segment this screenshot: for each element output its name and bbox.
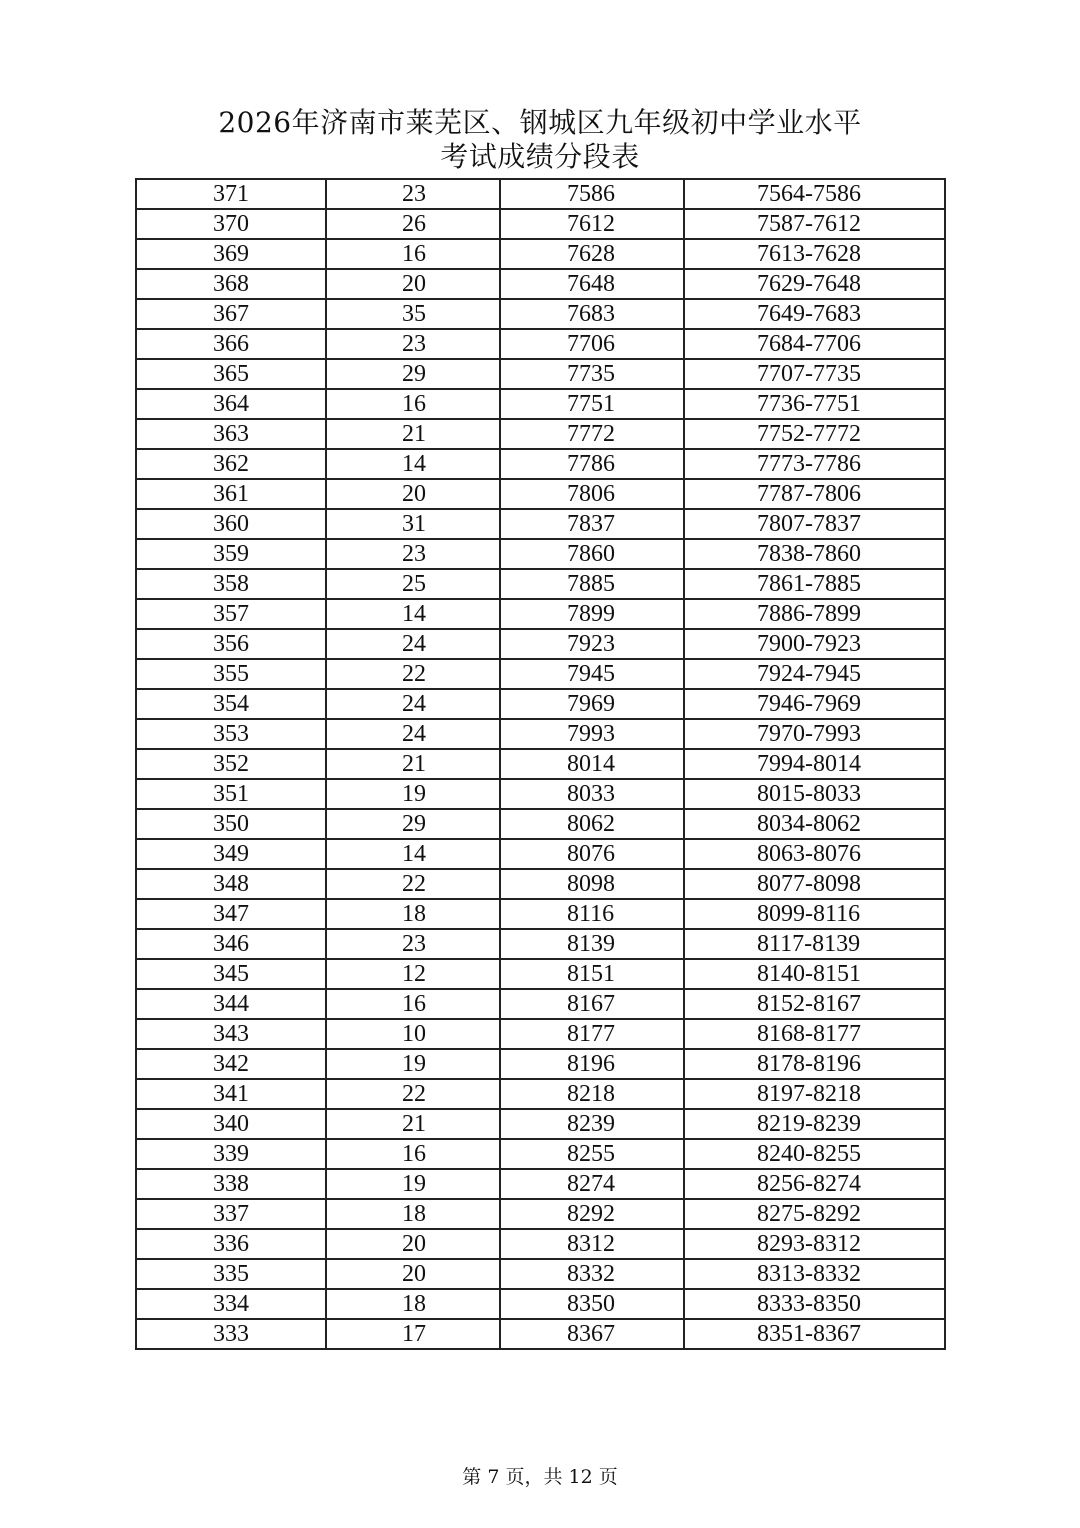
rank-range-cell: 7649-7683 bbox=[684, 299, 945, 329]
score-cell: 350 bbox=[136, 809, 326, 839]
cumulative-cell: 8177 bbox=[500, 1019, 684, 1049]
score-cell: 342 bbox=[136, 1049, 326, 1079]
rank-range-cell: 8333-8350 bbox=[684, 1289, 945, 1319]
rank-range-cell: 7970-7993 bbox=[684, 719, 945, 749]
score-cell: 340 bbox=[136, 1109, 326, 1139]
cumulative-cell: 7860 bbox=[500, 539, 684, 569]
cumulative-cell: 8367 bbox=[500, 1319, 684, 1349]
cumulative-cell: 7806 bbox=[500, 479, 684, 509]
cumulative-cell: 8151 bbox=[500, 959, 684, 989]
score-cell: 365 bbox=[136, 359, 326, 389]
cumulative-cell: 8167 bbox=[500, 989, 684, 1019]
count-cell: 18 bbox=[326, 1289, 500, 1319]
count-cell: 18 bbox=[326, 1199, 500, 1229]
cumulative-cell: 7751 bbox=[500, 389, 684, 419]
table-row bbox=[136, 1019, 945, 1049]
count-cell: 25 bbox=[326, 569, 500, 599]
rank-range-cell: 8099-8116 bbox=[684, 899, 945, 929]
cumulative-cell: 8312 bbox=[500, 1229, 684, 1259]
rank-range-cell: 8351-8367 bbox=[684, 1319, 945, 1349]
count-cell: 17 bbox=[326, 1319, 500, 1349]
rank-range-cell: 7707-7735 bbox=[684, 359, 945, 389]
rank-range-cell: 8275-8292 bbox=[684, 1199, 945, 1229]
rank-range-cell: 7787-7806 bbox=[684, 479, 945, 509]
rank-range-cell: 8313-8332 bbox=[684, 1259, 945, 1289]
cumulative-cell: 8062 bbox=[500, 809, 684, 839]
count-cell: 31 bbox=[326, 509, 500, 539]
count-cell: 29 bbox=[326, 809, 500, 839]
cumulative-cell: 7628 bbox=[500, 239, 684, 269]
count-cell: 10 bbox=[326, 1019, 500, 1049]
cumulative-cell: 8014 bbox=[500, 749, 684, 779]
count-cell: 21 bbox=[326, 1109, 500, 1139]
count-cell: 20 bbox=[326, 479, 500, 509]
table-row bbox=[136, 179, 945, 209]
page-title-line-1: 2026年济南市莱芜区、钢城区九年级初中学业水平 bbox=[218, 106, 862, 139]
cumulative-cell: 7837 bbox=[500, 509, 684, 539]
table-row bbox=[136, 1079, 945, 1109]
cumulative-cell: 8033 bbox=[500, 779, 684, 809]
rank-range-cell: 8293-8312 bbox=[684, 1229, 945, 1259]
score-cell: 358 bbox=[136, 569, 326, 599]
table-row bbox=[136, 419, 945, 449]
score-cell: 333 bbox=[136, 1319, 326, 1349]
cumulative-cell: 7969 bbox=[500, 689, 684, 719]
table-row bbox=[136, 1169, 945, 1199]
cumulative-cell: 7612 bbox=[500, 209, 684, 239]
cumulative-cell: 8098 bbox=[500, 869, 684, 899]
score-cell: 371 bbox=[136, 179, 326, 209]
table-row bbox=[136, 1259, 945, 1289]
count-cell: 12 bbox=[326, 959, 500, 989]
cumulative-cell: 7706 bbox=[500, 329, 684, 359]
cumulative-cell: 8350 bbox=[500, 1289, 684, 1319]
rank-range-cell: 8197-8218 bbox=[684, 1079, 945, 1109]
rank-range-cell: 7994-8014 bbox=[684, 749, 945, 779]
count-cell: 22 bbox=[326, 1079, 500, 1109]
rank-range-cell: 8178-8196 bbox=[684, 1049, 945, 1079]
score-cell: 355 bbox=[136, 659, 326, 689]
count-cell: 29 bbox=[326, 359, 500, 389]
table-row bbox=[136, 1199, 945, 1229]
count-cell: 16 bbox=[326, 989, 500, 1019]
cumulative-cell: 7899 bbox=[500, 599, 684, 629]
rank-range-cell: 7946-7969 bbox=[684, 689, 945, 719]
score-cell: 364 bbox=[136, 389, 326, 419]
score-cell: 334 bbox=[136, 1289, 326, 1319]
count-cell: 20 bbox=[326, 1229, 500, 1259]
score-cell: 354 bbox=[136, 689, 326, 719]
score-cell: 341 bbox=[136, 1079, 326, 1109]
score-cell: 353 bbox=[136, 719, 326, 749]
cumulative-cell: 7945 bbox=[500, 659, 684, 689]
rank-range-cell: 7736-7751 bbox=[684, 389, 945, 419]
score-cell: 348 bbox=[136, 869, 326, 899]
score-cell: 346 bbox=[136, 929, 326, 959]
count-cell: 24 bbox=[326, 629, 500, 659]
score-cell: 370 bbox=[136, 209, 326, 239]
cumulative-cell: 8332 bbox=[500, 1259, 684, 1289]
count-cell: 20 bbox=[326, 269, 500, 299]
score-cell: 361 bbox=[136, 479, 326, 509]
score-cell: 352 bbox=[136, 749, 326, 779]
score-cell: 339 bbox=[136, 1139, 326, 1169]
score-cell: 345 bbox=[136, 959, 326, 989]
rank-range-cell: 8034-8062 bbox=[684, 809, 945, 839]
cumulative-cell: 8292 bbox=[500, 1199, 684, 1229]
table-row bbox=[136, 1109, 945, 1139]
table-row bbox=[136, 1289, 945, 1319]
table-row bbox=[136, 299, 945, 329]
rank-range-cell: 7838-7860 bbox=[684, 539, 945, 569]
count-cell: 21 bbox=[326, 419, 500, 449]
table-row bbox=[136, 959, 945, 989]
table-row bbox=[136, 1139, 945, 1169]
table-row bbox=[136, 539, 945, 569]
score-cell: 349 bbox=[136, 839, 326, 869]
count-cell: 19 bbox=[326, 1049, 500, 1079]
cumulative-cell: 7993 bbox=[500, 719, 684, 749]
rank-range-cell: 7629-7648 bbox=[684, 269, 945, 299]
table-row bbox=[136, 1049, 945, 1079]
score-cell: 363 bbox=[136, 419, 326, 449]
score-cell: 362 bbox=[136, 449, 326, 479]
rank-range-cell: 8140-8151 bbox=[684, 959, 945, 989]
rank-range-cell: 7886-7899 bbox=[684, 599, 945, 629]
rank-range-cell: 7773-7786 bbox=[684, 449, 945, 479]
count-cell: 23 bbox=[326, 929, 500, 959]
score-cell: 347 bbox=[136, 899, 326, 929]
table-row bbox=[136, 479, 945, 509]
count-cell: 23 bbox=[326, 539, 500, 569]
table-row bbox=[136, 1319, 945, 1349]
table-row bbox=[136, 209, 945, 239]
rank-range-cell: 8240-8255 bbox=[684, 1139, 945, 1169]
table-row bbox=[136, 599, 945, 629]
score-cell: 338 bbox=[136, 1169, 326, 1199]
table-row bbox=[136, 779, 945, 809]
count-cell: 24 bbox=[326, 689, 500, 719]
count-cell: 23 bbox=[326, 179, 500, 209]
score-table-body bbox=[136, 179, 945, 1349]
score-cell: 367 bbox=[136, 299, 326, 329]
cumulative-cell: 7923 bbox=[500, 629, 684, 659]
rank-range-cell: 8015-8033 bbox=[684, 779, 945, 809]
rank-range-cell: 7564-7586 bbox=[684, 179, 945, 209]
rank-range-cell: 7924-7945 bbox=[684, 659, 945, 689]
table-row bbox=[136, 239, 945, 269]
score-cell: 360 bbox=[136, 509, 326, 539]
table-row bbox=[136, 929, 945, 959]
count-cell: 21 bbox=[326, 749, 500, 779]
count-cell: 14 bbox=[326, 839, 500, 869]
cumulative-cell: 8218 bbox=[500, 1079, 684, 1109]
score-table bbox=[135, 178, 946, 1350]
count-cell: 20 bbox=[326, 1259, 500, 1289]
page-footer: 第 7 页，共 12 页 bbox=[462, 1466, 618, 1488]
rank-range-cell: 8219-8239 bbox=[684, 1109, 945, 1139]
rank-range-cell: 8117-8139 bbox=[684, 929, 945, 959]
table-row bbox=[136, 329, 945, 359]
cumulative-cell: 7786 bbox=[500, 449, 684, 479]
score-cell: 344 bbox=[136, 989, 326, 1019]
rank-range-cell: 7684-7706 bbox=[684, 329, 945, 359]
count-cell: 23 bbox=[326, 329, 500, 359]
table-row bbox=[136, 629, 945, 659]
rank-range-cell: 7752-7772 bbox=[684, 419, 945, 449]
score-cell: 337 bbox=[136, 1199, 326, 1229]
table-row bbox=[136, 989, 945, 1019]
table-row bbox=[136, 569, 945, 599]
rank-range-cell: 7587-7612 bbox=[684, 209, 945, 239]
table-row bbox=[136, 839, 945, 869]
rank-range-cell: 7900-7923 bbox=[684, 629, 945, 659]
cumulative-cell: 7885 bbox=[500, 569, 684, 599]
table-row bbox=[136, 1229, 945, 1259]
table-row bbox=[136, 689, 945, 719]
cumulative-cell: 7772 bbox=[500, 419, 684, 449]
table-row bbox=[136, 269, 945, 299]
table-row bbox=[136, 359, 945, 389]
score-cell: 351 bbox=[136, 779, 326, 809]
rank-range-cell: 8256-8274 bbox=[684, 1169, 945, 1199]
rank-range-cell: 8077-8098 bbox=[684, 869, 945, 899]
table-row bbox=[136, 749, 945, 779]
table-row bbox=[136, 869, 945, 899]
page-title-line-2: 考试成绩分段表 bbox=[440, 140, 640, 173]
count-cell: 22 bbox=[326, 869, 500, 899]
score-cell: 369 bbox=[136, 239, 326, 269]
count-cell: 35 bbox=[326, 299, 500, 329]
count-cell: 14 bbox=[326, 449, 500, 479]
count-cell: 19 bbox=[326, 779, 500, 809]
rank-range-cell: 8152-8167 bbox=[684, 989, 945, 1019]
table-row bbox=[136, 719, 945, 749]
score-cell: 336 bbox=[136, 1229, 326, 1259]
rank-range-cell: 7613-7628 bbox=[684, 239, 945, 269]
table-row bbox=[136, 509, 945, 539]
table-row bbox=[136, 389, 945, 419]
table-row bbox=[136, 899, 945, 929]
score-cell: 335 bbox=[136, 1259, 326, 1289]
cumulative-cell: 7683 bbox=[500, 299, 684, 329]
cumulative-cell: 8196 bbox=[500, 1049, 684, 1079]
count-cell: 24 bbox=[326, 719, 500, 749]
score-cell: 343 bbox=[136, 1019, 326, 1049]
count-cell: 26 bbox=[326, 209, 500, 239]
table-row bbox=[136, 809, 945, 839]
score-cell: 357 bbox=[136, 599, 326, 629]
count-cell: 22 bbox=[326, 659, 500, 689]
count-cell: 14 bbox=[326, 599, 500, 629]
count-cell: 19 bbox=[326, 1169, 500, 1199]
count-cell: 16 bbox=[326, 239, 500, 269]
cumulative-cell: 7586 bbox=[500, 179, 684, 209]
cumulative-cell: 8255 bbox=[500, 1139, 684, 1169]
cumulative-cell: 7735 bbox=[500, 359, 684, 389]
rank-range-cell: 7807-7837 bbox=[684, 509, 945, 539]
cumulative-cell: 8139 bbox=[500, 929, 684, 959]
score-cell: 368 bbox=[136, 269, 326, 299]
rank-range-cell: 8168-8177 bbox=[684, 1019, 945, 1049]
rank-range-cell: 8063-8076 bbox=[684, 839, 945, 869]
count-cell: 18 bbox=[326, 899, 500, 929]
cumulative-cell: 8076 bbox=[500, 839, 684, 869]
count-cell: 16 bbox=[326, 389, 500, 419]
score-cell: 356 bbox=[136, 629, 326, 659]
cumulative-cell: 8116 bbox=[500, 899, 684, 929]
table-row bbox=[136, 659, 945, 689]
cumulative-cell: 8239 bbox=[500, 1109, 684, 1139]
score-cell: 359 bbox=[136, 539, 326, 569]
score-cell: 366 bbox=[136, 329, 326, 359]
count-cell: 16 bbox=[326, 1139, 500, 1169]
rank-range-cell: 7861-7885 bbox=[684, 569, 945, 599]
cumulative-cell: 8274 bbox=[500, 1169, 684, 1199]
cumulative-cell: 7648 bbox=[500, 269, 684, 299]
table-row bbox=[136, 449, 945, 479]
